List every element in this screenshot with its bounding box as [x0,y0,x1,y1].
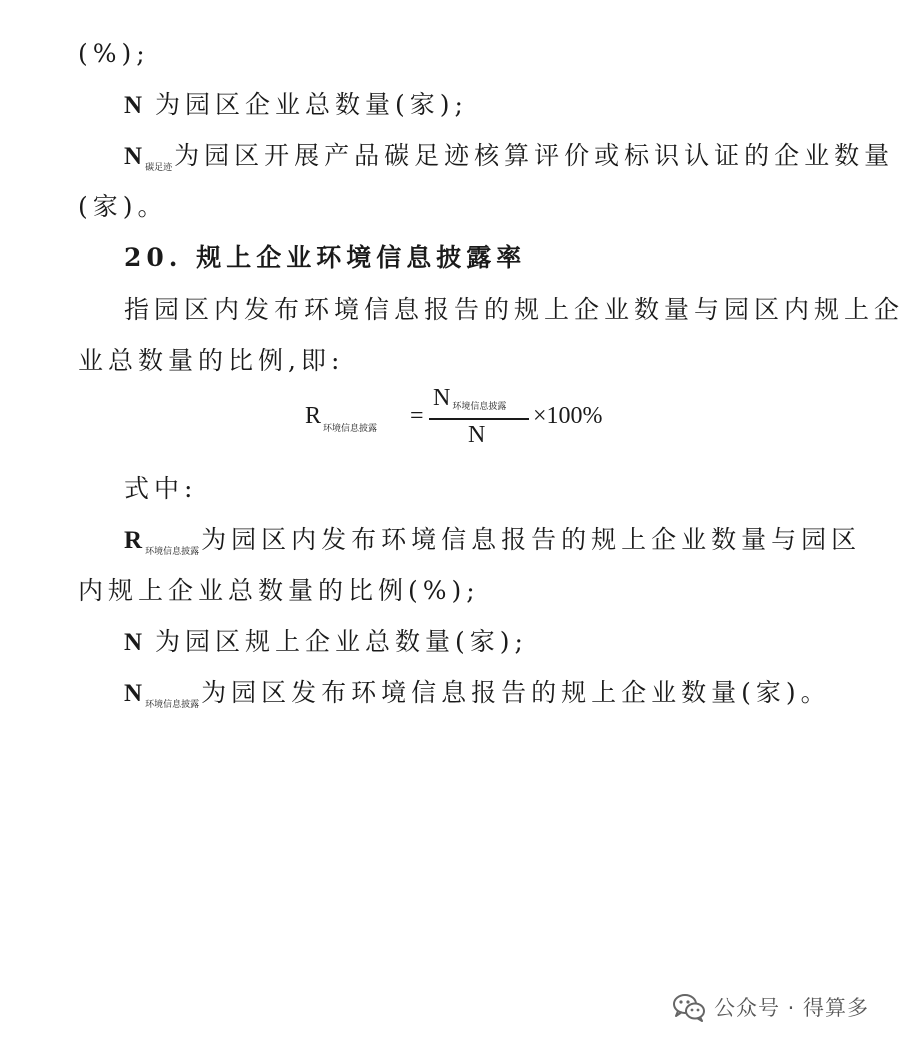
variable-n: N [124,143,143,170]
paragraph-line-1: 指园区内发布环境信息报告的规上企业数量与园区内规上企 [124,295,905,324]
definition-r-cont: 内规上企业总数量的比例(%); [78,576,480,605]
formula-lhs: R $_{环境信息披露}$ [305,403,378,434]
subscript-carbon: 碳足迹 [145,163,173,173]
variable-n: N [124,680,143,707]
section-heading: 20. 规上企业环境信息披露率 [124,243,527,272]
fraction-bar [429,418,529,420]
watermark [672,990,869,1024]
subscript-disclosure: 环境信息披露 [145,700,200,710]
variable-n: N [124,92,143,119]
unit-percent-line: (%); [78,39,150,68]
variable-n: N [124,629,143,656]
formula-denominator: N [468,422,486,448]
wechat-icon [672,992,706,1022]
definition-n-scale: N 为园区规上企业总数量(家); [124,627,528,656]
subscript-disclosure: 环境信息披露 [145,547,200,557]
definition-n-disclosure: N $_{环境信息披露}$为园区发布环境信息报告的规上企业数量(家)。 [124,678,831,710]
formula-equals: = [410,403,424,429]
definition-r: R $_{环境信息披露}$为园区内发布环境信息报告的规上企业数量与园区 [124,525,862,557]
paragraph-line-2: 业总数量的比例,即: [78,346,345,375]
unit-jia-line: (家)。 [78,192,168,221]
formula-numerator: N环境信息披露 [433,385,507,412]
definition-n-total: N 为园区企业总数量(家); [124,90,468,119]
watermark-text: 公众号 · 得算多 [714,996,870,1020]
definition-n-carbon: N $_{碳足迹}$为园区开展产品碳足迹核算评价或标识认证的企业数量 [124,141,895,173]
shizhong-label: 式中: [124,474,198,503]
formula-multiplier: ×100% [533,403,603,429]
variable-r: R [124,527,143,554]
